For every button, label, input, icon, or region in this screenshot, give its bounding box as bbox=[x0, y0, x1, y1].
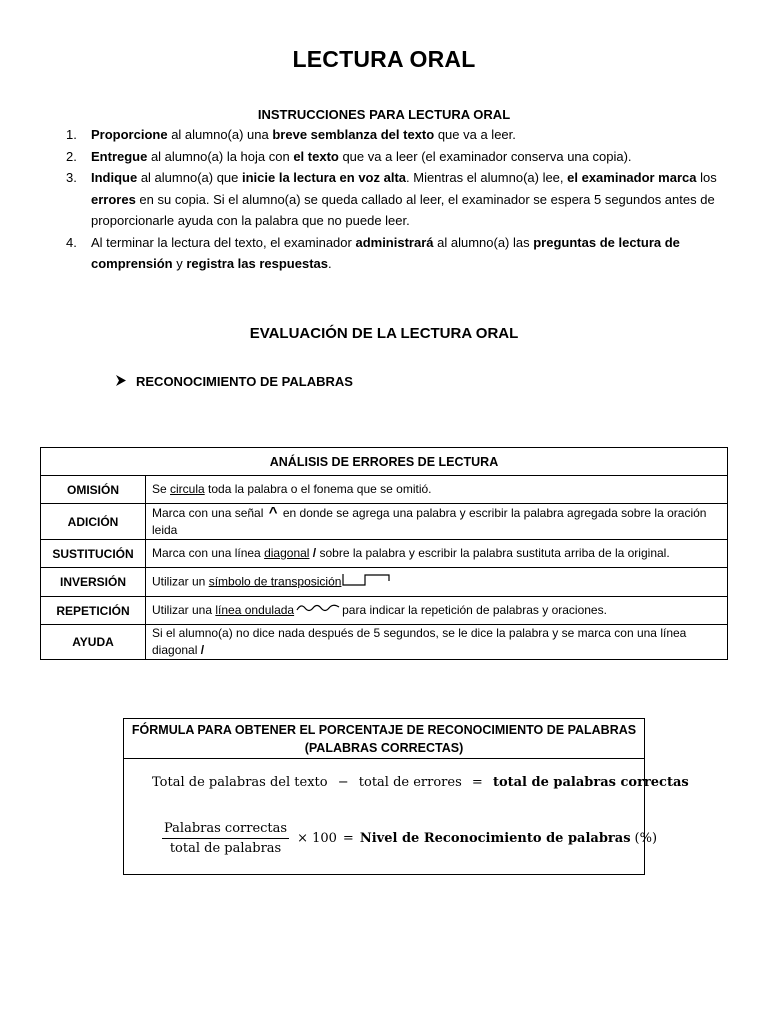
error-desc-4-text-0: Utilizar un bbox=[152, 574, 209, 589]
instruction-1-text-2: breve semblanza del texto bbox=[272, 127, 435, 142]
error-desc-3-text-3: / bbox=[312, 546, 317, 560]
instruction-3-text-5: los bbox=[696, 170, 717, 185]
error-desc-5-after: para indicar la repetición de palabras y oraciones. bbox=[342, 602, 607, 617]
instruction-4-text-2: al alumno(a) las bbox=[433, 234, 534, 250]
instruction-3-text-0: Indique bbox=[91, 170, 138, 185]
error-desc-6-text-1: / bbox=[200, 643, 205, 657]
eq2-unit: (%) bbox=[634, 831, 658, 846]
recognition-level-equation bbox=[162, 821, 657, 856]
eq2-denominator: total de palabras bbox=[169, 841, 282, 856]
instruction-1-text-3: que va a leer. bbox=[434, 127, 516, 142]
eq1-term2: total de errores bbox=[358, 775, 462, 790]
error-description-cell bbox=[146, 568, 728, 597]
instruction-1-text-0: Proporcione bbox=[91, 127, 168, 142]
error-type-cell: AYUDA bbox=[41, 625, 146, 660]
recognition-subheading bbox=[116, 374, 353, 389]
arrowhead-bullet-icon bbox=[116, 375, 128, 389]
error-description-cell bbox=[146, 625, 728, 660]
instruction-item bbox=[66, 124, 726, 146]
instruction-2-text-1: al alumno(a) la hoja con bbox=[147, 148, 294, 164]
correct-words-equation bbox=[152, 775, 689, 790]
error-type-cell: INVERSIÓN bbox=[41, 568, 146, 597]
instructions-heading: INSTRUCCIONES PARA LECTURA ORAL bbox=[257, 107, 511, 122]
error-type-cell: ADICIÓN bbox=[41, 504, 146, 540]
instruction-4-text-3: preguntas de lectura de comprensión bbox=[91, 234, 680, 271]
error-desc-3-text-4: sobre la palabra y escribir la palabra sustituta arriba de la original. bbox=[316, 546, 670, 560]
error-description-cell bbox=[146, 597, 728, 625]
table-row bbox=[41, 476, 728, 504]
instructions-list bbox=[66, 124, 726, 275]
error-desc-3-text-1: diagonal bbox=[264, 546, 310, 560]
instruction-number: 1. bbox=[66, 127, 77, 142]
errors-analysis-table bbox=[40, 447, 728, 660]
instruction-3-text-1: al alumno(a) que bbox=[137, 170, 242, 185]
error-desc-3-text-0: Marca con una línea bbox=[152, 546, 265, 560]
error-type-cell: OMISIÓN bbox=[41, 476, 146, 504]
error-desc-1-text-1: circula bbox=[170, 482, 205, 496]
table-row bbox=[41, 504, 728, 540]
errors-table-heading: ANÁLISIS DE ERRORES DE LECTURA bbox=[41, 448, 728, 476]
instruction-2-text-2: el texto bbox=[293, 148, 339, 164]
instruction-4-text-5: registra las respuestas bbox=[186, 256, 328, 271]
instruction-item bbox=[66, 146, 726, 168]
table-row bbox=[41, 540, 728, 568]
page-title: LECTURA ORAL bbox=[292, 46, 476, 72]
instruction-3-text-3: . Mientras el alumno(a) lee, bbox=[406, 170, 568, 185]
formula-heading-line1: FÓRMULA PARA OBTENER EL PORCENTAJE DE RECONOCIMIENTO DE PALABRAS bbox=[131, 723, 637, 737]
eq1-term1: Total de palabras del texto bbox=[152, 775, 328, 790]
error-desc-2-text-0: Marca con una señal bbox=[152, 506, 267, 520]
eq1-minus: − bbox=[337, 775, 349, 790]
error-desc-6-text-0: Si el alumno(a) no dice nada después de 5 segundos, se le dice la palabra y se marca con una línea diagonal bbox=[152, 626, 687, 657]
formula-box bbox=[123, 718, 689, 875]
table-row bbox=[41, 625, 728, 660]
error-description-cell bbox=[146, 504, 728, 540]
eq1-result: total de palabras correctas bbox=[492, 775, 689, 790]
formula-heading bbox=[124, 719, 644, 759]
instruction-1-text-1: al alumno(a) una bbox=[167, 127, 273, 142]
instruction-2-text-0: Entregue bbox=[91, 148, 148, 164]
caret-mark-icon: ^ bbox=[268, 504, 278, 521]
table-row bbox=[41, 597, 728, 625]
wavy-line-icon bbox=[296, 602, 340, 619]
error-desc-4-text-1: símbolo de transposición bbox=[208, 574, 342, 589]
eq2-fraction bbox=[162, 821, 289, 856]
instruction-3-text-2: inicie la lectura en voz alta bbox=[242, 170, 407, 185]
instruction-number: 4. bbox=[66, 234, 77, 250]
error-desc-1-text-2: toda la palabra o el fonema que se omitió. bbox=[204, 482, 432, 496]
instruction-4-text-1: administrará bbox=[355, 234, 434, 250]
instruction-number: 3. bbox=[66, 170, 77, 185]
instruction-3-text-4: el examinador marca bbox=[567, 170, 697, 185]
instruction-4-text-6: . bbox=[328, 256, 332, 271]
instruction-3-text-7: en su copia. Si el alumno(a) se queda callado al leer, el examinador se espera 5 segundos antes de proporcionarle ayuda con la palabra que no puede leer. bbox=[91, 191, 715, 228]
error-desc-5-text-0: Utilizar una bbox=[152, 602, 216, 617]
eq2-numerator: Palabras correctas bbox=[162, 821, 289, 839]
instruction-4-text-0: Al terminar la lectura del texto, el examinador bbox=[91, 234, 356, 250]
instruction-number: 2. bbox=[66, 148, 77, 164]
evaluation-heading: EVALUACIÓN DE LA LECTURA ORAL bbox=[249, 325, 519, 342]
eq2-times: × 100 bbox=[297, 831, 337, 846]
error-description-cell bbox=[146, 476, 728, 504]
instruction-item bbox=[66, 167, 726, 232]
error-description-cell bbox=[146, 540, 728, 568]
error-type-cell: REPETICIÓN bbox=[41, 597, 146, 625]
instruction-item bbox=[66, 232, 726, 275]
error-desc-1-text-0: Se bbox=[152, 482, 171, 496]
instruction-2-text-3: que va a leer (el examinador conserva una copia). bbox=[338, 148, 632, 164]
eq2-result: Nivel de Reconocimiento de palabras bbox=[359, 831, 631, 846]
table-row bbox=[41, 568, 728, 597]
eq1-equals: = bbox=[471, 775, 483, 790]
recognition-subheading-label: RECONOCIMIENTO DE PALABRAS bbox=[136, 374, 353, 389]
error-desc-5-text-1: línea ondulada bbox=[215, 602, 295, 617]
eq2-equals: = bbox=[342, 831, 354, 846]
transposition-icon bbox=[341, 573, 391, 592]
instruction-3-text-6: errores bbox=[91, 191, 136, 207]
formula-heading-line2: (PALABRAS CORRECTAS) bbox=[304, 741, 464, 755]
error-type-cell: SUSTITUCIÓN bbox=[41, 540, 146, 568]
instruction-4-text-4: y bbox=[172, 256, 187, 271]
error-desc-2-text-2: en donde se agrega una palabra y escribir la palabra agregada sobre la oración leida bbox=[152, 506, 707, 537]
